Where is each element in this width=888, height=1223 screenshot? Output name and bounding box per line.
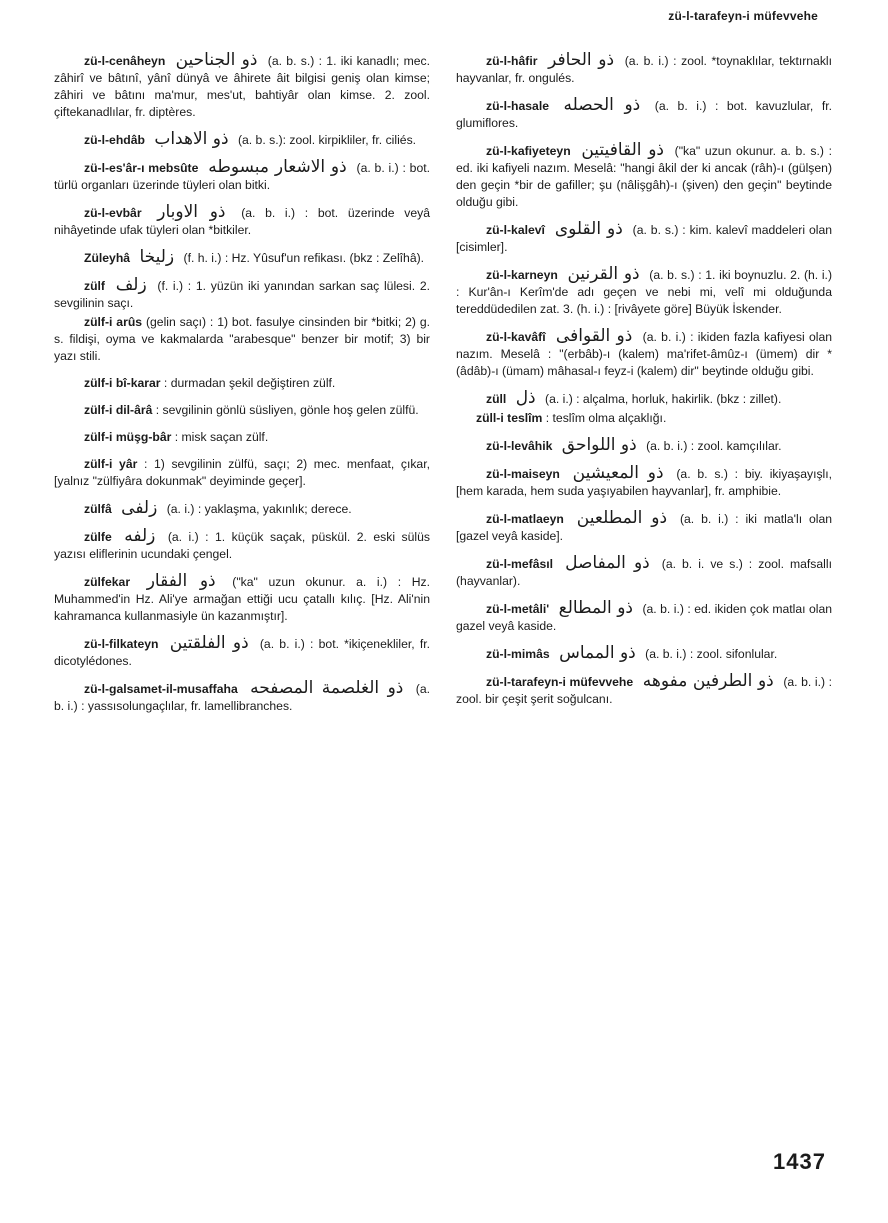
entry-headline <box>54 129 238 149</box>
entry-arabic-script: ذو الاشعار مبسوطه <box>208 157 347 177</box>
entry-definition: (a. i.) : alçalma, horluk, hakirlik. (bkz : zillet). <box>545 392 782 406</box>
entry-arabic-script: ذو الطرفين مفوهه <box>642 671 774 691</box>
entry-definition: (f. h. i.) : Hz. Yûsuf'un refikası. (bkz : Zelîhâ). <box>183 251 425 265</box>
entry-definition: (a. b. s.) : 1. iki kanadlı; mec. zâhirî ve bâtınî, yânî dünyâ ve âhirete âit bilgisi geniş olan kimse; zâhiri ve bâtını ma'mur, mes'ut, bahtiyâr olan kimse. 2. zool. çiftekanadlılar, fr. diptères. <box>54 54 430 119</box>
right-column <box>456 52 832 708</box>
entry-definition: (a. b. i.) : bot. *ikiçenekliler, fr. dicotylédones. <box>54 637 430 668</box>
dictionary-entry <box>54 456 430 490</box>
entry-definition: (a. b. i.) : zool. *toynaklılar, tektırnaklı hayvanlar, fr. ongulés. <box>456 54 833 85</box>
entry-definition: (a. b. i.) : ed. ikiden çok matlaı olan gazel veyâ kaside. <box>456 602 833 633</box>
dictionary-entry <box>456 328 832 380</box>
entry-definition: (a. b. i. ve s.) : zool. mafsallı (hayvanlar). <box>456 557 832 588</box>
entry-headword: züll-i teslîm <box>476 411 543 425</box>
entry-headline <box>54 315 146 329</box>
dictionary-entry <box>54 159 430 194</box>
entry-headline <box>456 388 545 408</box>
entry-headword: zü-l-tarafeyn-i müfevvehe <box>486 675 634 689</box>
entry-headline <box>456 463 676 483</box>
entry-headline <box>54 50 268 70</box>
entry-headline <box>54 571 232 591</box>
entry-headword: zü-l-mimâs <box>486 647 550 661</box>
entry-arabic-script: ذو المفاصل <box>565 553 650 573</box>
entry-headline <box>54 202 241 222</box>
entry-definition: (a. b. s.) : 1. iki boynuzlu. 2. (h. i.) : Kur'ân-ı Kerîm'de adı geçen ve nebi mi, velî mi olduğunda tereddüdedilen zat. 3. (h. i.) : [rivâyete göre] Büyük İskender. <box>456 268 832 316</box>
entry-definition: : teslîm olma alçaklığı. <box>545 411 667 425</box>
entry-headword: zü-l-cenâheyn <box>84 54 166 68</box>
dictionary-entry <box>54 573 430 625</box>
entry-definition: : durmadan şekil değiştiren zülf. <box>163 376 336 390</box>
entry-headline <box>54 633 260 653</box>
entry-headword: zülf-i bî-karar <box>84 376 161 390</box>
entry-headword: zü-l-matlaeyn <box>486 512 564 526</box>
dictionary-entry <box>54 52 430 121</box>
entry-arabic-script: زلف <box>115 275 147 295</box>
dictionary-entry <box>456 555 832 590</box>
entry-headline <box>54 247 184 267</box>
entry-arabic-script: ذو الاوبار <box>157 202 226 222</box>
entry-headline <box>456 671 783 691</box>
entry-headline <box>54 678 416 698</box>
entry-headline <box>54 157 357 177</box>
entry-headline <box>456 50 625 70</box>
entry-headline <box>54 457 144 471</box>
entry-arabic-script: ذو الحافر <box>548 50 615 70</box>
page-number: 1437 <box>773 1149 826 1174</box>
entry-headword: zülfâ <box>84 502 112 516</box>
entry-definition: ("ka" uzun okunur. a. b. s.) : ed. iki kafiyeli nazım. Meselâ: "hangi âkil der ki ancak (râh)-ı (gülşen) den geçin *bir de gafiller; şu (nâlişgâh)-ı (şiven) den geçin" beytinde olduğu gibi. <box>456 144 833 209</box>
entry-arabic-script: ذو القافيتين <box>581 140 664 160</box>
dictionary-entry <box>456 673 832 708</box>
entry-arabic-script: ذل <box>515 388 536 408</box>
entry-headline <box>456 643 645 663</box>
entry-definition: (a. b. i.) : ikiden fazla kafiyesi olan nazım. Meselâ : "(erbâb)-ı (kalem) ma'rifet-âmûz-ı (ümem) dir * (âdâb)-ı (ümam) mâhasal-ı feyz-i (kalem) dir" beytinde olduğu gibi. <box>456 330 832 378</box>
entry-arabic-script: ذو المطلعين <box>576 508 668 528</box>
entry-headword: zü-l-es'âr-ı mebsûte <box>84 161 199 175</box>
entry-arabic-script: ذو الحصله <box>563 95 641 115</box>
entry-definition: (a. i.) : 1. küçük saçak, püskül. 2. eski sülüs yazısı eliflerinin ucundaki çengel. <box>54 530 431 561</box>
entry-headword: zü-l-galsamet-il-musaffaha <box>84 682 238 696</box>
dictionary-entry <box>54 277 430 312</box>
entry-definition: (a. b. s.): zool. kirpikliler, fr. ciliés. <box>237 133 417 147</box>
dictionary-entry <box>456 142 832 211</box>
entry-arabic-script: ذو اللواحق <box>561 435 637 455</box>
entry-arabic-script: ذو الغلصمة المصفحه <box>250 678 404 698</box>
entry-headline <box>456 598 642 618</box>
entry-headword: zü-l-kavâfî <box>486 330 546 344</box>
entry-arabic-script: ذو القرنين <box>567 264 640 284</box>
entry-arabic-script: ذو المطالع <box>558 598 633 618</box>
entry-definition: (a. b. i.) : zool. kamçılılar. <box>646 439 782 453</box>
dictionary-entry <box>456 221 832 256</box>
entry-headword: zü-l-kalevî <box>486 223 545 237</box>
entry-headline <box>456 435 646 455</box>
dictionary-entry <box>456 510 832 545</box>
entry-headline <box>54 430 175 444</box>
left-column <box>54 52 430 715</box>
entry-headword: zülfekar <box>84 575 131 589</box>
entry-headline <box>456 553 662 573</box>
entry-headword: zü-l-filkateyn <box>84 637 159 651</box>
dictionary-entry <box>54 375 430 392</box>
entry-headword: zülf-i dil-ârâ <box>84 403 153 417</box>
dictionary-entry <box>54 249 430 267</box>
running-head: zü-l-tarafeyn-i müfevvehe <box>668 9 818 23</box>
dictionary-entry <box>456 52 832 87</box>
entry-headword: zü-l-mefâsıl <box>486 557 554 571</box>
entry-headword: zülfe <box>84 530 112 544</box>
entry-definition: (a. b. i.) : zool. bir çeşit şerit soğulcanı. <box>456 675 833 706</box>
entry-arabic-script: ذو الفقار <box>146 571 216 591</box>
dictionary-entry <box>54 680 430 715</box>
entry-headline <box>54 526 168 546</box>
entry-arabic-script: ذو المماس <box>559 643 636 663</box>
entry-definition: (f. i.) : 1. yüzün iki yanından sarkan saç lülesi. 2. sevgilinin saçı. <box>54 279 430 310</box>
dictionary-entry <box>456 465 832 500</box>
dictionary-entry <box>456 390 832 408</box>
entry-arabic-script: ذو المعيشين <box>572 463 664 483</box>
entry-definition: (a. b. i.) : bot. kavuzlular, fr. glumiflores. <box>456 99 833 130</box>
dictionary-entry <box>456 645 832 663</box>
dictionary-entry <box>456 437 832 455</box>
entry-definition: (a. b. i.) : bot. türlü organları üzerinde tüyleri olan bitki. <box>54 161 431 192</box>
entry-headword: zülf-i arûs <box>84 315 143 329</box>
entry-definition: (a. b. s.) : kim. kalevî maddeleri olan [cisimler]. <box>456 223 833 254</box>
dictionary-entry <box>456 600 832 635</box>
entry-arabic-script: زلفى <box>121 498 158 518</box>
entry-headline <box>456 508 680 528</box>
entry-definition: (gelin saçı) : 1) bot. fasulye cinsinden bir *bitki; 2) g. s. fildişi, oyma ve kakmalarda "arabesque" benzer bir motif; 3) bir yazı stili. <box>54 315 431 363</box>
entry-headword: zü-l-metâli' <box>486 602 550 616</box>
entry-headword: zü-l-hasale <box>486 99 549 113</box>
entry-definition: (a. b. i.) : zool. sifonlular. <box>645 647 778 661</box>
entry-arabic-script: ذو الاهداب <box>154 129 229 149</box>
dictionary-entry <box>54 314 430 365</box>
dictionary-entry <box>54 528 430 563</box>
entry-definition: (a. b. i.) : iki matla'lı olan [gazel veyâ kaside]. <box>456 512 833 543</box>
entry-arabic-script: ذو القوافى <box>555 326 633 346</box>
dictionary-entry <box>54 402 430 419</box>
entry-definition: (a. b. i.) : bot. üzerinde veyâ nihâyetinde ufak tüyleri olan *bitkiler. <box>54 206 431 237</box>
entry-headword: züll <box>486 392 507 406</box>
entry-headword: zü-l-ehdâb <box>84 133 145 147</box>
dictionary-entry <box>54 429 430 446</box>
entry-arabic-script: ذو الفلقتين <box>169 633 249 653</box>
entry-headline <box>54 403 156 417</box>
entry-headline <box>456 264 649 284</box>
entry-headline <box>54 275 157 295</box>
entry-definition: : 1) sevgilinin zülfü, saçı; 2) mec. menfaat, çıkar, [yalnız "zülfiyâra dokunmak" deyiminde geçer]. <box>54 457 430 488</box>
entry-arabic-script: ذو القلوى <box>554 219 623 239</box>
entry-headword: zülf <box>84 279 105 293</box>
entry-headline <box>456 140 675 160</box>
dictionary-entry <box>54 500 430 518</box>
entry-headword: zü-l-evbâr <box>84 206 142 220</box>
entry-definition: : misk saçan zülf. <box>174 430 269 444</box>
entry-definition: (a. b. s.) : biy. ikiyaşayışlı, [hem karada, hem suda yaşıyabilen hayvanlar], fr. amphibie. <box>456 467 833 498</box>
entry-headword: zülf-i yâr <box>84 457 138 471</box>
dictionary-entry <box>456 97 832 132</box>
entry-headword: zü-l-maiseyn <box>486 467 560 481</box>
entry-headline <box>54 498 167 518</box>
dictionary-entry <box>54 131 430 149</box>
entry-headline <box>54 376 164 390</box>
entry-definition: (a. i.) : yaklaşma, yakınlık; derece. <box>166 502 352 516</box>
entry-headword: zü-l-kafiyeteyn <box>486 144 571 158</box>
dictionary-entry <box>54 635 430 670</box>
entry-headline <box>456 95 655 115</box>
entry-headword: zü-l-hâfir <box>486 54 538 68</box>
dictionary-entry <box>456 266 832 318</box>
entry-arabic-script: زليخا <box>139 247 175 267</box>
entry-arabic-script: ذو الجناحين <box>175 50 258 70</box>
entry-definition: (a. b. i.) : yassısolungaçlılar, fr. lamellibranches. <box>54 682 430 713</box>
entry-headline <box>456 219 633 239</box>
entry-definition: ("ka" uzun okunur. a. i.) : Hz. Muhammed'in Hz. Ali'ye armağan ettiği ucu çatallı kılıç. [Hz. Ali'nin kahramanca kullanmasiyle ün kazanmıştır]. <box>54 575 431 623</box>
dictionary-entry <box>54 204 430 239</box>
entry-definition: : sevgilinin gönlü süsliyen, gönle hoş gelen zülfü. <box>155 403 419 417</box>
entry-headword: zülf-i müşg-bâr <box>84 430 172 444</box>
entry-headline <box>456 326 643 346</box>
entry-headword: Züleyhâ <box>84 251 131 265</box>
dictionary-entry <box>456 410 832 427</box>
entry-headword: zü-l-karneyn <box>486 268 558 282</box>
entry-arabic-script: زلفه <box>124 526 156 546</box>
entry-headword: zü-l-levâhik <box>486 439 553 453</box>
entry-headline <box>456 411 546 425</box>
